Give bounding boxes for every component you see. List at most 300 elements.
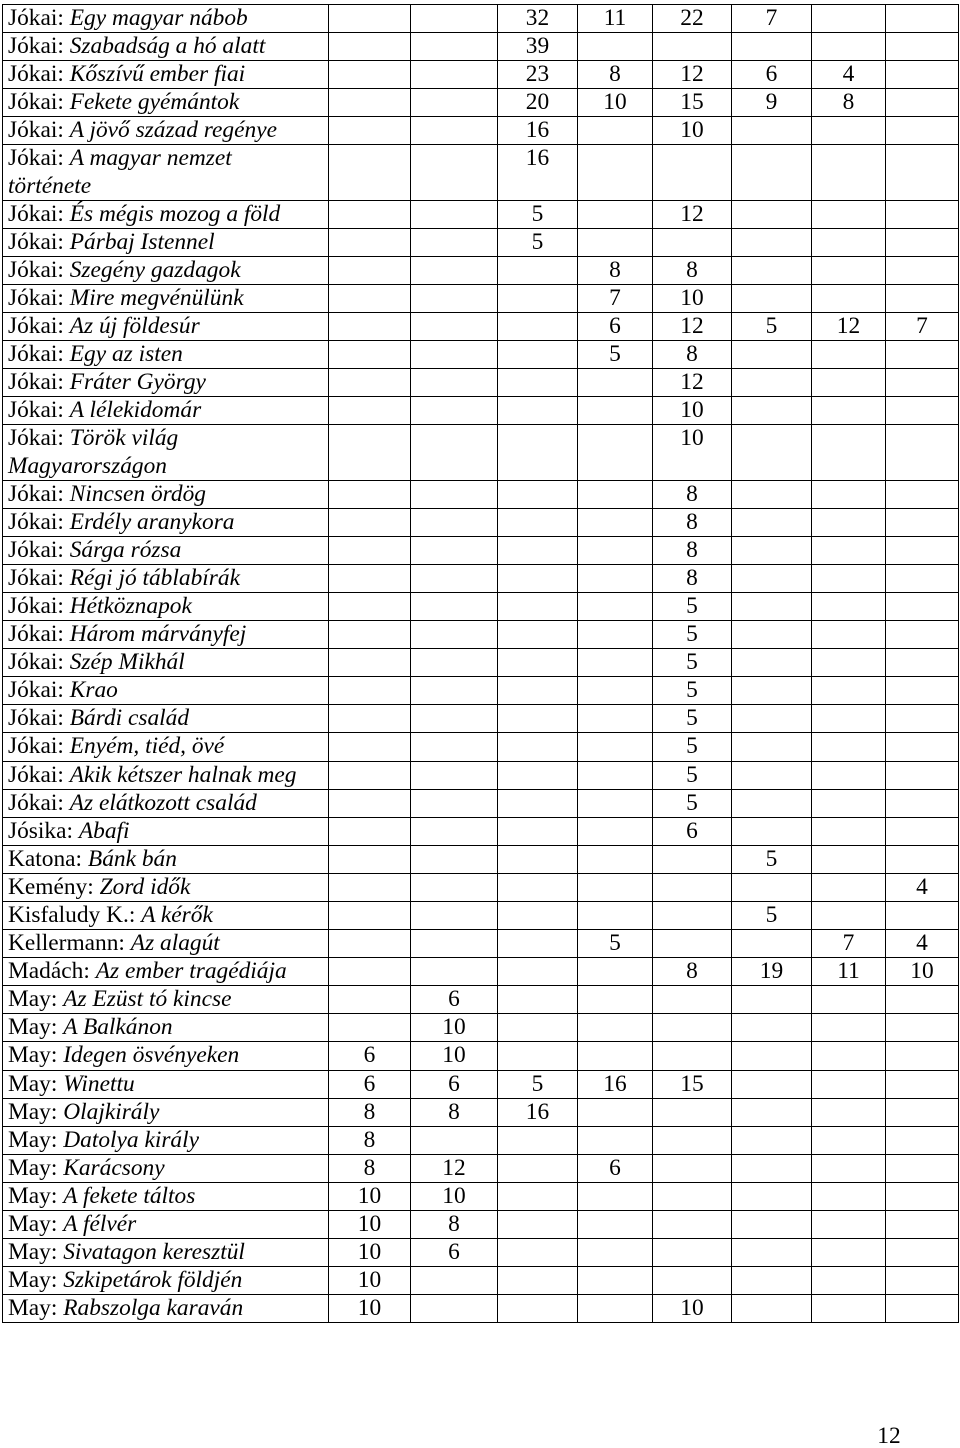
count-cell [812, 986, 886, 1014]
count-cell [732, 480, 812, 508]
count-cell: 5 [653, 621, 732, 649]
count-cell [732, 117, 812, 145]
count-cell: 11 [812, 958, 886, 986]
book-name [8, 1295, 310, 1322]
author-name: Jókai: [8, 536, 64, 563]
count-cell: 10 [653, 425, 732, 480]
count-cell [653, 845, 732, 873]
count-cell [411, 873, 498, 901]
book-cell [3, 536, 329, 564]
book-title: Sivatagon keresztül [63, 1239, 245, 1266]
book-cell [3, 621, 329, 649]
author-name: Jókai: [8, 284, 64, 311]
count-cell [411, 621, 498, 649]
count-cell [329, 117, 411, 145]
table-row [3, 1098, 959, 1126]
count-cell [498, 958, 578, 986]
count-cell [411, 200, 498, 228]
count-cell [732, 1267, 812, 1295]
book-title: Szegény gazdagok [69, 256, 241, 283]
count-cell [812, 1014, 886, 1042]
author-name: Jókai: [8, 5, 64, 31]
author-name: Katona: [8, 845, 83, 872]
table-row [3, 369, 959, 397]
count-cell: 6 [329, 1042, 411, 1070]
book-name [8, 1155, 310, 1182]
count-cell [732, 369, 812, 397]
count-cell: 6 [578, 1154, 653, 1182]
count-cell [653, 145, 732, 200]
count-cell: 15 [653, 89, 732, 117]
count-cell [411, 369, 498, 397]
table-row [3, 592, 959, 620]
author-name: Jókai: [8, 733, 64, 760]
book-name [8, 733, 310, 760]
book-title: Nincsen ördög [69, 480, 206, 507]
count-cell: 20 [498, 89, 578, 117]
book-cell [3, 425, 329, 480]
count-cell [886, 1211, 959, 1239]
table-row [3, 761, 959, 789]
book-title: Hétköznapok [69, 592, 192, 619]
count-cell [578, 733, 653, 761]
author-name: Jókai: [8, 677, 64, 704]
count-cell [411, 649, 498, 677]
count-cell: 8 [653, 480, 732, 508]
count-cell [812, 677, 886, 705]
count-cell: 5 [498, 200, 578, 228]
book-title: Idegen ösvényeken [63, 1042, 240, 1069]
count-cell [886, 397, 959, 425]
table-row [3, 536, 959, 564]
book-title: Szép Mikhál [69, 649, 185, 676]
count-cell [578, 649, 653, 677]
count-cell: 5 [732, 313, 812, 341]
count-cell: 5 [732, 845, 812, 873]
author-name: Jókai: [8, 313, 64, 340]
count-cell [886, 902, 959, 930]
count-cell [329, 705, 411, 733]
count-cell [732, 733, 812, 761]
count-cell [411, 397, 498, 425]
count-cell [578, 425, 653, 480]
count-cell [653, 1211, 732, 1239]
count-cell [578, 369, 653, 397]
book-cell [3, 480, 329, 508]
count-cell [886, 705, 959, 733]
count-cell [498, 986, 578, 1014]
book-name [8, 33, 310, 60]
count-cell [329, 733, 411, 761]
count-cell [411, 930, 498, 958]
table-row [3, 480, 959, 508]
count-cell [329, 228, 411, 256]
count-cell [498, 1239, 578, 1267]
count-cell: 5 [653, 705, 732, 733]
count-cell: 12 [653, 313, 732, 341]
count-cell: 10 [329, 1182, 411, 1210]
count-cell [578, 536, 653, 564]
count-cell [886, 1042, 959, 1070]
count-cell [812, 397, 886, 425]
table-row [3, 117, 959, 145]
count-cell: 8 [411, 1211, 498, 1239]
count-cell [886, 480, 959, 508]
count-cell [329, 592, 411, 620]
table-row [3, 1182, 959, 1210]
book-name [8, 537, 310, 564]
count-cell [812, 1126, 886, 1154]
book-name [8, 930, 310, 957]
count-cell [498, 397, 578, 425]
table-row [3, 61, 959, 89]
count-cell: 8 [329, 1126, 411, 1154]
author-name: Jókai: [8, 621, 64, 648]
book-name [8, 1127, 310, 1154]
count-cell [329, 313, 411, 341]
count-cell [812, 228, 886, 256]
count-cell [812, 1295, 886, 1323]
count-cell [812, 1098, 886, 1126]
book-title: A fekete táltos [63, 1182, 196, 1209]
book-cell [3, 61, 329, 89]
book-cell [3, 873, 329, 901]
book-cell [3, 958, 329, 986]
table-row [3, 677, 959, 705]
book-cell [3, 1098, 329, 1126]
table-row [3, 425, 959, 480]
book-name [8, 1099, 310, 1126]
count-cell: 8 [329, 1098, 411, 1126]
count-cell [732, 649, 812, 677]
book-cell [3, 1154, 329, 1182]
count-cell [886, 1295, 959, 1323]
count-cell: 5 [653, 789, 732, 817]
count-cell: 8 [578, 61, 653, 89]
count-cell [329, 369, 411, 397]
book-title: Szabadság a hó alatt [69, 33, 266, 60]
table-row [3, 1070, 959, 1098]
count-cell: 39 [498, 33, 578, 61]
count-cell [578, 564, 653, 592]
count-cell [498, 1126, 578, 1154]
table-row [3, 1154, 959, 1182]
count-cell [812, 536, 886, 564]
count-cell [578, 705, 653, 733]
table-row [3, 284, 959, 312]
count-cell [329, 1014, 411, 1042]
count-cell [732, 873, 812, 901]
author-name: Jókai: [8, 369, 64, 396]
book-title: És mégis mozog a föld [69, 200, 281, 227]
count-cell [732, 1154, 812, 1182]
table-row [3, 789, 959, 817]
count-cell: 5 [653, 677, 732, 705]
count-cell [732, 341, 812, 369]
count-cell [578, 986, 653, 1014]
count-cell [886, 1239, 959, 1267]
count-cell [578, 1239, 653, 1267]
count-cell [732, 677, 812, 705]
count-cell: 22 [653, 5, 732, 33]
count-cell: 12 [653, 200, 732, 228]
author-name: Jókai: [8, 761, 64, 788]
count-cell [886, 592, 959, 620]
count-cell [812, 1182, 886, 1210]
book-name [8, 986, 310, 1013]
book-title: Párbaj Istennel [69, 228, 215, 255]
table-row [3, 649, 959, 677]
table-row [3, 5, 959, 33]
count-cell [329, 425, 411, 480]
count-cell [886, 200, 959, 228]
count-cell [732, 817, 812, 845]
count-cell [498, 845, 578, 873]
count-cell [411, 341, 498, 369]
book-title: Török világ Magyarországon [8, 425, 179, 479]
table-row [3, 1126, 959, 1154]
count-cell [329, 256, 411, 284]
count-cell [578, 817, 653, 845]
count-cell [812, 508, 886, 536]
table-row [3, 1295, 959, 1323]
count-cell [732, 200, 812, 228]
count-cell [498, 1014, 578, 1042]
count-cell [498, 341, 578, 369]
count-cell [732, 1126, 812, 1154]
count-cell [812, 592, 886, 620]
author-name: Jókai: [8, 341, 64, 368]
count-cell: 5 [732, 902, 812, 930]
author-name: May: [8, 1154, 58, 1181]
count-cell: 11 [578, 5, 653, 33]
count-cell [411, 1295, 498, 1323]
book-name [8, 1071, 310, 1098]
count-cell [732, 705, 812, 733]
count-cell [498, 536, 578, 564]
book-cell [3, 369, 329, 397]
count-cell [498, 761, 578, 789]
count-cell [411, 61, 498, 89]
count-cell [812, 1211, 886, 1239]
count-cell [653, 1042, 732, 1070]
table-row [3, 1211, 959, 1239]
count-cell [653, 873, 732, 901]
count-cell [886, 733, 959, 761]
book-cell [3, 117, 329, 145]
count-cell [578, 1295, 653, 1323]
book-cell [3, 228, 329, 256]
count-cell [411, 958, 498, 986]
count-cell [498, 256, 578, 284]
count-cell [886, 1267, 959, 1295]
count-cell [498, 1042, 578, 1070]
count-cell [732, 930, 812, 958]
count-cell [498, 817, 578, 845]
book-name [8, 481, 310, 508]
count-cell [578, 592, 653, 620]
count-cell [411, 817, 498, 845]
book-cell [3, 33, 329, 61]
book-title: A félvér [63, 1211, 137, 1238]
count-cell [578, 621, 653, 649]
count-cell [329, 986, 411, 1014]
author-name: May: [8, 986, 58, 1013]
count-cell [732, 228, 812, 256]
count-cell: 10 [886, 958, 959, 986]
book-title: Bárdi család [69, 705, 190, 732]
count-cell [578, 958, 653, 986]
book-cell [3, 397, 329, 425]
count-cell [886, 89, 959, 117]
count-cell [498, 1154, 578, 1182]
count-cell [653, 1154, 732, 1182]
book-cell [3, 5, 329, 33]
count-cell: 8 [653, 564, 732, 592]
table-row [3, 930, 959, 958]
book-cell [3, 341, 329, 369]
table-row [3, 873, 959, 901]
count-cell: 10 [578, 89, 653, 117]
count-cell [411, 508, 498, 536]
count-cell [886, 1070, 959, 1098]
count-cell [329, 564, 411, 592]
author-name: Kemény: [8, 873, 94, 900]
book-cell [3, 986, 329, 1014]
count-cell [329, 284, 411, 312]
count-cell: 7 [886, 313, 959, 341]
author-name: May: [8, 1211, 58, 1238]
count-cell: 8 [329, 1154, 411, 1182]
table-row [3, 1042, 959, 1070]
book-name [8, 229, 310, 256]
count-cell [578, 1014, 653, 1042]
count-cell [812, 817, 886, 845]
author-name: Jókai: [8, 200, 64, 227]
book-title: Olajkirály [63, 1098, 160, 1125]
book-cell [3, 1182, 329, 1210]
count-cell [411, 564, 498, 592]
table-row [3, 817, 959, 845]
book-title: Rabszolga karaván [63, 1295, 244, 1322]
book-name [8, 762, 310, 789]
book-title: A kérők [141, 902, 213, 928]
book-cell [3, 1042, 329, 1070]
count-cell [812, 1070, 886, 1098]
count-cell: 5 [653, 733, 732, 761]
count-cell [498, 733, 578, 761]
count-cell: 5 [653, 649, 732, 677]
book-cell [3, 284, 329, 312]
count-cell [329, 5, 411, 33]
book-name [8, 145, 310, 199]
count-cell [329, 789, 411, 817]
count-cell [411, 284, 498, 312]
count-cell [498, 284, 578, 312]
book-title: Winettu [63, 1070, 135, 1097]
count-cell [886, 341, 959, 369]
count-cell [329, 958, 411, 986]
count-cell [812, 705, 886, 733]
count-cell [886, 508, 959, 536]
count-cell [329, 677, 411, 705]
book-title: Szkipetárok földjén [63, 1267, 243, 1294]
count-cell [411, 705, 498, 733]
table-row [3, 508, 959, 536]
count-cell [411, 313, 498, 341]
count-cell: 7 [578, 284, 653, 312]
book-title: Az elátkozott család [69, 789, 257, 816]
count-cell [886, 536, 959, 564]
count-cell [411, 5, 498, 33]
book-title: Az ember tragédiája [95, 958, 287, 985]
book-name [8, 621, 310, 648]
count-cell: 10 [653, 284, 732, 312]
author-name: May: [8, 1182, 58, 1209]
count-cell [812, 480, 886, 508]
count-cell: 32 [498, 5, 578, 33]
count-cell [498, 564, 578, 592]
count-cell: 23 [498, 61, 578, 89]
book-name [8, 1239, 310, 1266]
count-cell [498, 930, 578, 958]
book-title: Krao [69, 677, 118, 704]
count-cell [578, 228, 653, 256]
count-cell [812, 789, 886, 817]
count-cell [886, 369, 959, 397]
book-cell [3, 313, 329, 341]
book-title: Egy az isten [69, 341, 183, 368]
count-cell [498, 1295, 578, 1323]
count-cell: 5 [498, 1070, 578, 1098]
count-cell [732, 1182, 812, 1210]
table-row [3, 845, 959, 873]
count-cell [411, 789, 498, 817]
count-cell [498, 789, 578, 817]
table-row [3, 1014, 959, 1042]
count-cell [886, 33, 959, 61]
count-cell [886, 761, 959, 789]
table-row [3, 621, 959, 649]
count-cell [812, 33, 886, 61]
table-row [3, 341, 959, 369]
book-cell [3, 761, 329, 789]
count-cell: 5 [653, 592, 732, 620]
count-cell: 6 [653, 817, 732, 845]
count-cell [732, 256, 812, 284]
count-cell [653, 1182, 732, 1210]
count-cell [886, 425, 959, 480]
book-title: A Balkánon [63, 1014, 173, 1041]
author-name: Jókai: [8, 256, 64, 283]
count-cell [411, 89, 498, 117]
book-cell [3, 649, 329, 677]
count-cell [732, 592, 812, 620]
book-cell [3, 845, 329, 873]
count-cell [732, 1211, 812, 1239]
count-cell [578, 1042, 653, 1070]
book-title: Fráter György [69, 369, 206, 396]
count-cell [329, 33, 411, 61]
author-name: Madách: [8, 958, 90, 985]
reading-table-body [3, 5, 959, 1323]
book-name [8, 846, 310, 873]
count-cell: 16 [578, 1070, 653, 1098]
author-name: Jókai: [8, 89, 64, 116]
count-cell [329, 621, 411, 649]
count-cell: 10 [329, 1295, 411, 1323]
count-cell [732, 1295, 812, 1323]
